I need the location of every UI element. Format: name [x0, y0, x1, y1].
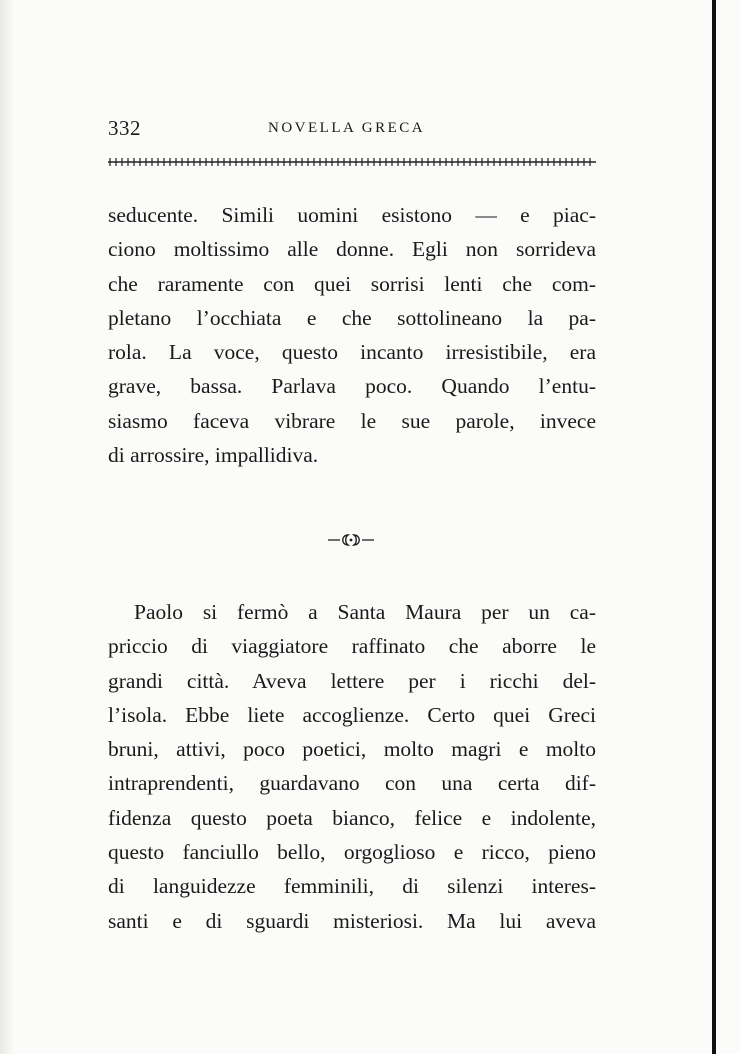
text-line: grave, bassa. Parlava poco. Quando l’entu- — [108, 374, 596, 399]
text-line: che raramente con quei sorrisi lenti che com- — [108, 271, 596, 296]
text-line: fidenza questo poeta bianco, felice e indolente, — [108, 805, 596, 830]
text-line: Paolo si fermò a Santa Maura per un ca- — [134, 600, 596, 624]
text-line: l’isola. Ebbe liete accoglienze. Certo quei Greci — [108, 702, 596, 727]
page-header — [108, 116, 598, 144]
page-edge-border — [712, 0, 716, 1054]
paragraph-1 — [108, 198, 596, 472]
text-line: ciono moltissimo alle donne. Egli non sorrideva — [108, 237, 596, 262]
page-number: 332 — [108, 116, 141, 140]
text-line: questo fanciullo bello, orgoglioso e ricco, pieno — [108, 840, 596, 865]
text-line: intraprendenti, guardavano con una certa dif- — [108, 771, 596, 796]
text-line: bruni, attivi, poco poetici, molto magri e molto — [108, 737, 596, 762]
text-line: di languidezze femminili, di silenzi interes- — [108, 874, 596, 899]
running-title: NOVELLA GRECA — [268, 120, 426, 136]
text-line: siasmo faceva vibrare le sue parole, invece — [108, 408, 596, 433]
text-line: grandi città. Aveva lettere per i ricchi del- — [108, 668, 596, 693]
page-gutter-shadow — [0, 0, 14, 1054]
text-line: di arrossire, impallidiva. — [108, 443, 319, 468]
text-line: santi e di sguardi misteriosi. Ma lui aveva — [108, 908, 596, 933]
section-separator-ornament — [326, 532, 376, 548]
text-line: pletano l’occhiata e che sottolineano la pa- — [108, 305, 596, 330]
ornamental-rule — [108, 157, 596, 167]
paragraph-2 — [108, 595, 596, 938]
text-line: priccio di viaggiatore raffinato che aborre le — [108, 634, 596, 659]
text-line: rola. La voce, questo incanto irresistibile, era — [108, 340, 596, 365]
text-line: seducente. Simili uomini esistono — e piac- — [108, 203, 596, 227]
